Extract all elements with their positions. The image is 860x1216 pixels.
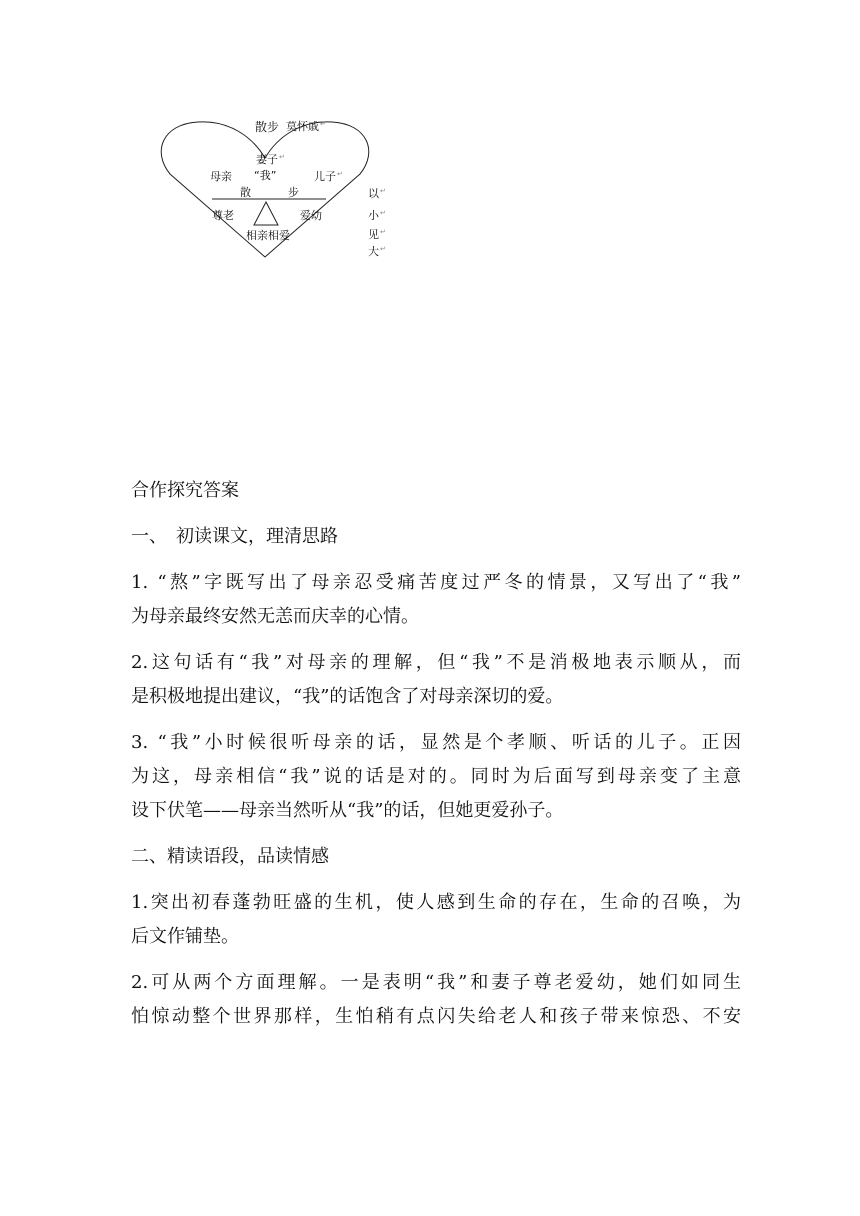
s1-item3 (131, 726, 741, 828)
diagram-side-char-3: 见↵ (368, 228, 386, 241)
diagram-wife: 妻子↵ (256, 153, 285, 166)
diagram-side-char-1: 以↵ (368, 187, 386, 200)
s1-item1 (131, 566, 741, 634)
s2-item2-line2: 怕惊动整个世界那样，生怕稍有点闪失给老人和孩子带来惊恐、不安 (131, 1006, 741, 1027)
section1-title: 一、 初读课文，理清思路 (131, 526, 338, 547)
answer-section (131, 474, 741, 1046)
section2-title: 二、精读语段，品读情感 (131, 846, 329, 867)
diagram-mutual-love: 相亲相爱 (246, 229, 290, 242)
s1-item1-line2: 为母亲最终安然无恙而庆幸的心情。 (131, 606, 419, 627)
s2-item1-line1: 1.突出初春蓬勃旺盛的生机，使人感到生命的存在，生命的召唤，为 (131, 892, 741, 913)
diagram-side-char-4: 大↵ (368, 245, 386, 258)
s1-item3-line3: 设下伏笔——母亲当然听从“我”的话，但她更爱孙子。 (131, 800, 564, 821)
s2-item1-line2: 后文作铺垫。 (131, 926, 239, 947)
s1-item2-line2: 是积极地提出建议，“我”的话饱含了对母亲深切的爱。 (131, 686, 564, 707)
diagram-son: 儿子↵ (314, 170, 343, 183)
diagram-mother: 母亲 (210, 170, 232, 183)
answers-heading: 合作探究答案 (131, 480, 239, 501)
s2-item2-line1: 2.可从两个方面理解。一是表明“我”和妻子尊老爱幼，她们如同生 (131, 972, 741, 993)
heart-diagram-drawing (160, 112, 400, 272)
section1-title-paragraph (131, 520, 741, 554)
s1-item3-line1: 3. “我”小时候很听母亲的话，显然是个孝顺、听话的儿子。正因 (131, 732, 741, 753)
balance-fulcrum-triangle (254, 202, 278, 225)
s2-item2 (131, 966, 741, 1034)
section2-title-paragraph (131, 840, 741, 874)
s1-item3-line2: 为这，母亲相信“我”说的话是对的。同时为后面写到母亲变了主意 (131, 766, 741, 787)
diagram-side-char-2: 小↵ (368, 209, 386, 222)
diagram-walk-char-1: 散 (240, 186, 251, 199)
s1-item1-line1: 1. “熬”字既写出了母亲忍受痛苦度过严冬的情景，又写出了“我” (131, 572, 741, 593)
heading-paragraph (131, 474, 741, 508)
diagram-me: “我” (254, 169, 277, 182)
diagram-love-young: 爱幼 (300, 209, 322, 222)
diagram-author: 莫怀戚↵ (286, 120, 326, 133)
s1-item2-line1: 2.这句话有“我”对母亲的理解，但“我”不是消极地表示顺从，而 (131, 652, 741, 673)
s2-item1 (131, 886, 741, 954)
heart-diagram (160, 112, 400, 272)
diagram-walk-char-2: 步 (288, 186, 299, 199)
diagram-respect-old: 尊老 (212, 209, 234, 222)
s1-item2 (131, 646, 741, 714)
diagram-title: 散步 (255, 120, 280, 134)
